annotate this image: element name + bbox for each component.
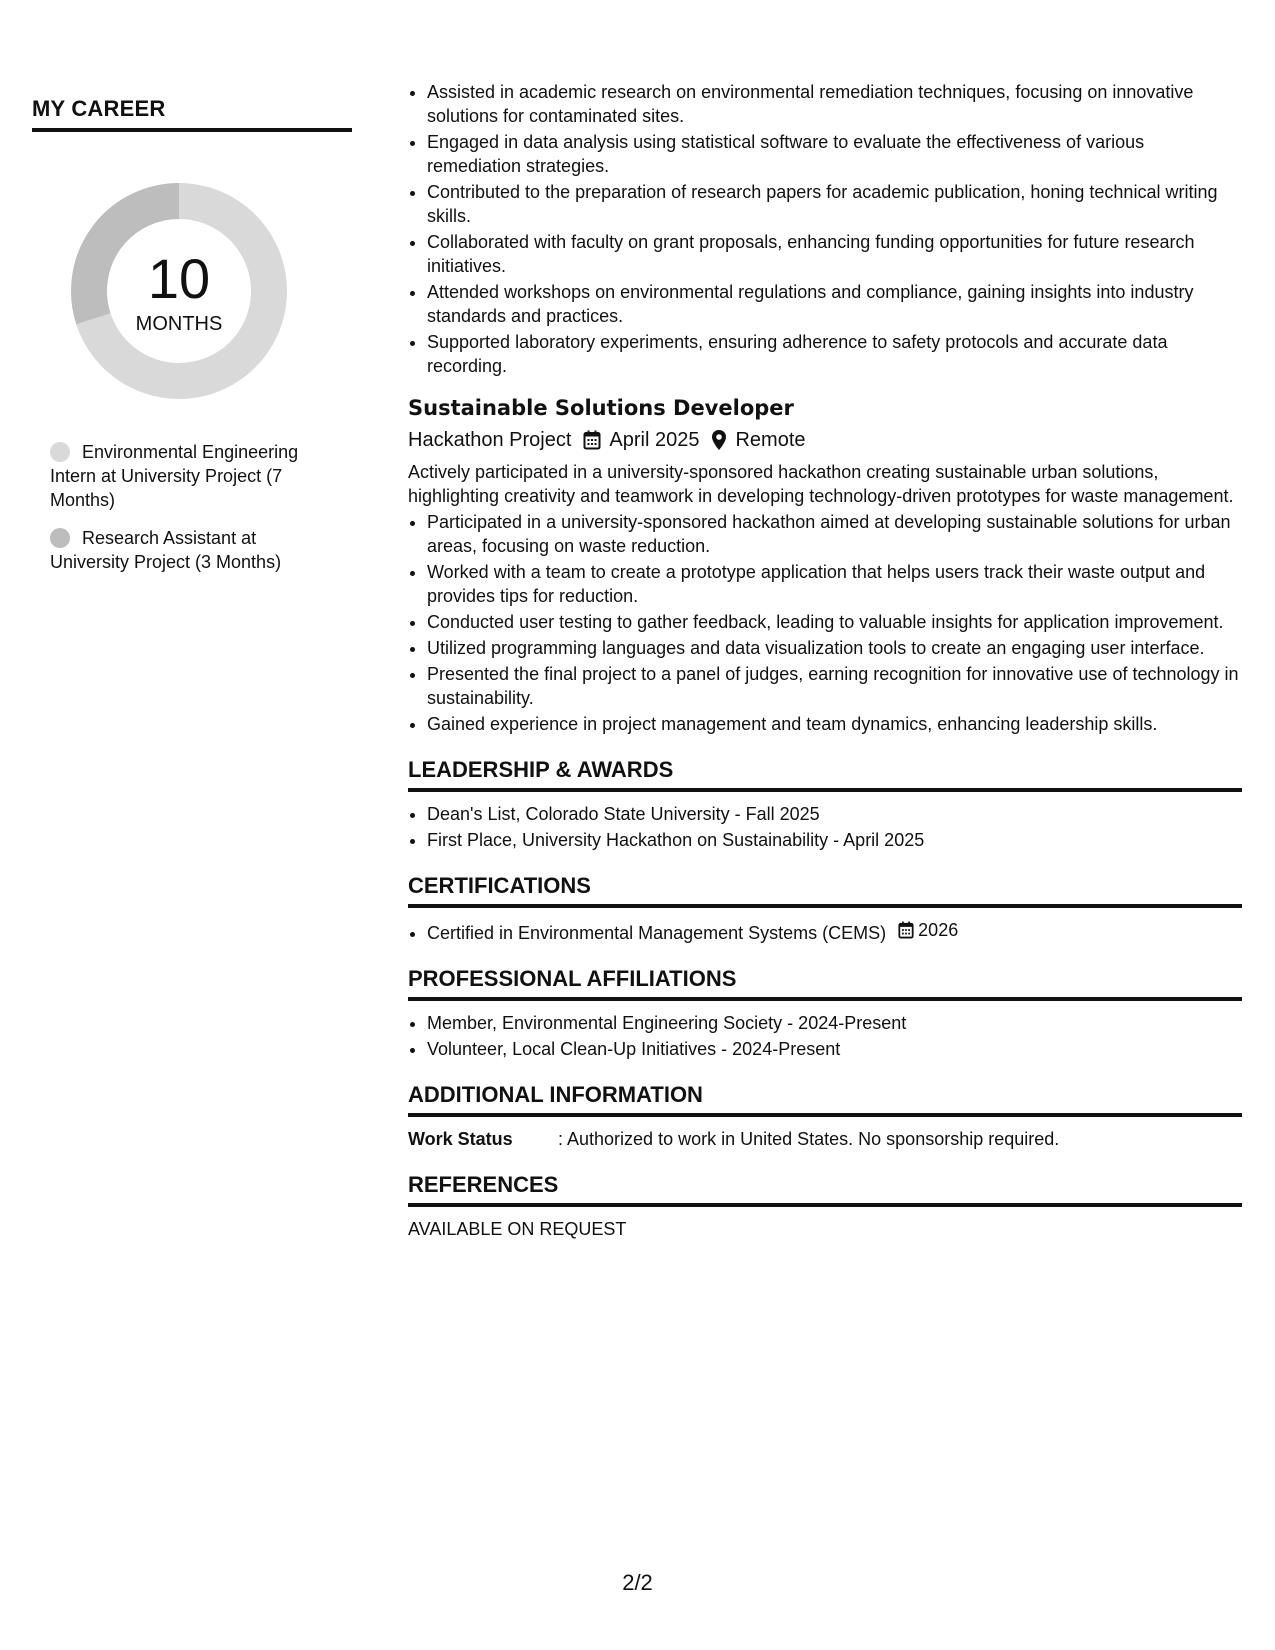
list-item: • Assisted in academic research on environmental remediation techniques, focusing on innovative solutions for contaminated sites.	[427, 80, 1242, 128]
list-item	[427, 918, 1242, 945]
career-sidebar	[32, 96, 352, 588]
section-title-certifications: CERTIFICATIONS	[408, 873, 591, 898]
career-donut-chart	[64, 176, 294, 406]
career-legend	[50, 440, 320, 574]
section-title-affiliations: PROFESSIONAL AFFILIATIONS	[408, 966, 737, 991]
work-status-value: : Authorized to work in United States. No sponsorship required.	[558, 1129, 1060, 1149]
list-item: • First Place, University Hackathon on Sustainability - April 2025	[427, 828, 1242, 852]
certifications-list	[408, 918, 1242, 945]
legend-swatch	[50, 442, 70, 462]
list-item: • Dean's List, Colorado State University - Fall 2025	[427, 802, 1242, 826]
list-item: • Utilized programming languages and data visualization tools to create an engaging user interface.	[427, 636, 1242, 660]
job-title: Sustainable Solutions Developer	[408, 396, 794, 420]
job-company: Hackathon Project	[408, 429, 572, 451]
section-title-leadership: LEADERSHIP & AWARDS	[408, 757, 674, 782]
legend-label: Environmental Engineering Intern at University Project (7 Months)	[50, 442, 299, 510]
career-heading: MY CAREER	[32, 96, 166, 121]
calendar-icon	[583, 430, 601, 450]
calendar-icon	[898, 921, 914, 939]
affiliations-list	[408, 1011, 1242, 1061]
page-number: 2/2	[622, 1570, 653, 1595]
section-divider	[408, 788, 1242, 792]
list-item: • Collaborated with faculty on grant proposals, enhancing funding opportunities for future research initiatives.	[427, 230, 1242, 278]
legend-swatch	[50, 528, 70, 548]
donut-total-unit: MONTHS	[135, 312, 223, 335]
references-text: AVAILABLE ON REQUEST	[408, 1219, 627, 1239]
section-title-references: REFERENCES	[408, 1172, 559, 1197]
section-title-additional: ADDITIONAL INFORMATION	[408, 1082, 703, 1107]
legend-label: Research Assistant at University Project (3 Months)	[50, 528, 282, 572]
section-divider	[408, 1203, 1242, 1207]
certification-date	[898, 918, 958, 942]
career-divider	[32, 128, 352, 132]
list-item: • Conducted user testing to gather feedback, leading to valuable insights for application improvement.	[427, 610, 1242, 634]
list-item: • Volunteer, Local Clean-Up Initiatives - 2024-Present	[427, 1037, 1242, 1061]
work-status-row	[408, 1127, 1242, 1151]
list-item: • Presented the final project to a panel of judges, earning recognition for innovative use of technology in sustainability.	[427, 662, 1242, 710]
job-date: April 2025	[609, 429, 700, 451]
list-item: • Participated in a university-sponsored hackathon aimed at developing sustainable solutions for urban areas, focusing on waste reduction.	[427, 510, 1242, 558]
list-item: • Engaged in data analysis using statistical software to evaluate the effectiveness of various remediation strategies.	[427, 130, 1242, 178]
main-content	[408, 80, 1242, 1241]
list-item: • Member, Environmental Engineering Society - 2024-Present	[427, 1011, 1242, 1035]
section-divider	[408, 1113, 1242, 1117]
job-meta	[408, 426, 1242, 454]
research-bullets	[408, 80, 1242, 378]
legend-item	[50, 526, 320, 574]
work-status-label: Work Status	[408, 1129, 513, 1149]
job-location: Remote	[735, 429, 806, 451]
job-bullets	[408, 510, 1242, 736]
job-description: Actively participated in a university-sponsored hackathon creating sustainable urban solutions, highlighting creativity and teamwork in developing technology-driven prototypes for waste management.	[408, 462, 1234, 506]
list-item: • Attended workshops on environmental regulations and compliance, gaining insights into industry standards and practices.	[427, 280, 1242, 328]
section-divider	[408, 997, 1242, 1001]
list-item: • Supported laboratory experiments, ensuring adherence to safety protocols and accurate data recording.	[427, 330, 1242, 378]
list-item: • Worked with a team to create a prototype application that helps users track their waste output and provides tips for reduction.	[427, 560, 1242, 608]
list-item: • Contributed to the preparation of research papers for academic publication, honing technical writing skills.	[427, 180, 1242, 228]
leadership-list	[408, 802, 1242, 852]
donut-center	[64, 176, 294, 406]
section-divider	[408, 904, 1242, 908]
donut-total-value: 10	[147, 246, 211, 310]
location-pin-icon	[711, 429, 727, 451]
list-item: • Gained experience in project management and team dynamics, enhancing leadership skills.	[427, 712, 1242, 736]
certification-name: Certified in Environmental Management Systems (CEMS)	[427, 923, 887, 943]
certification-year: 2026	[918, 920, 959, 940]
legend-item	[50, 440, 320, 512]
